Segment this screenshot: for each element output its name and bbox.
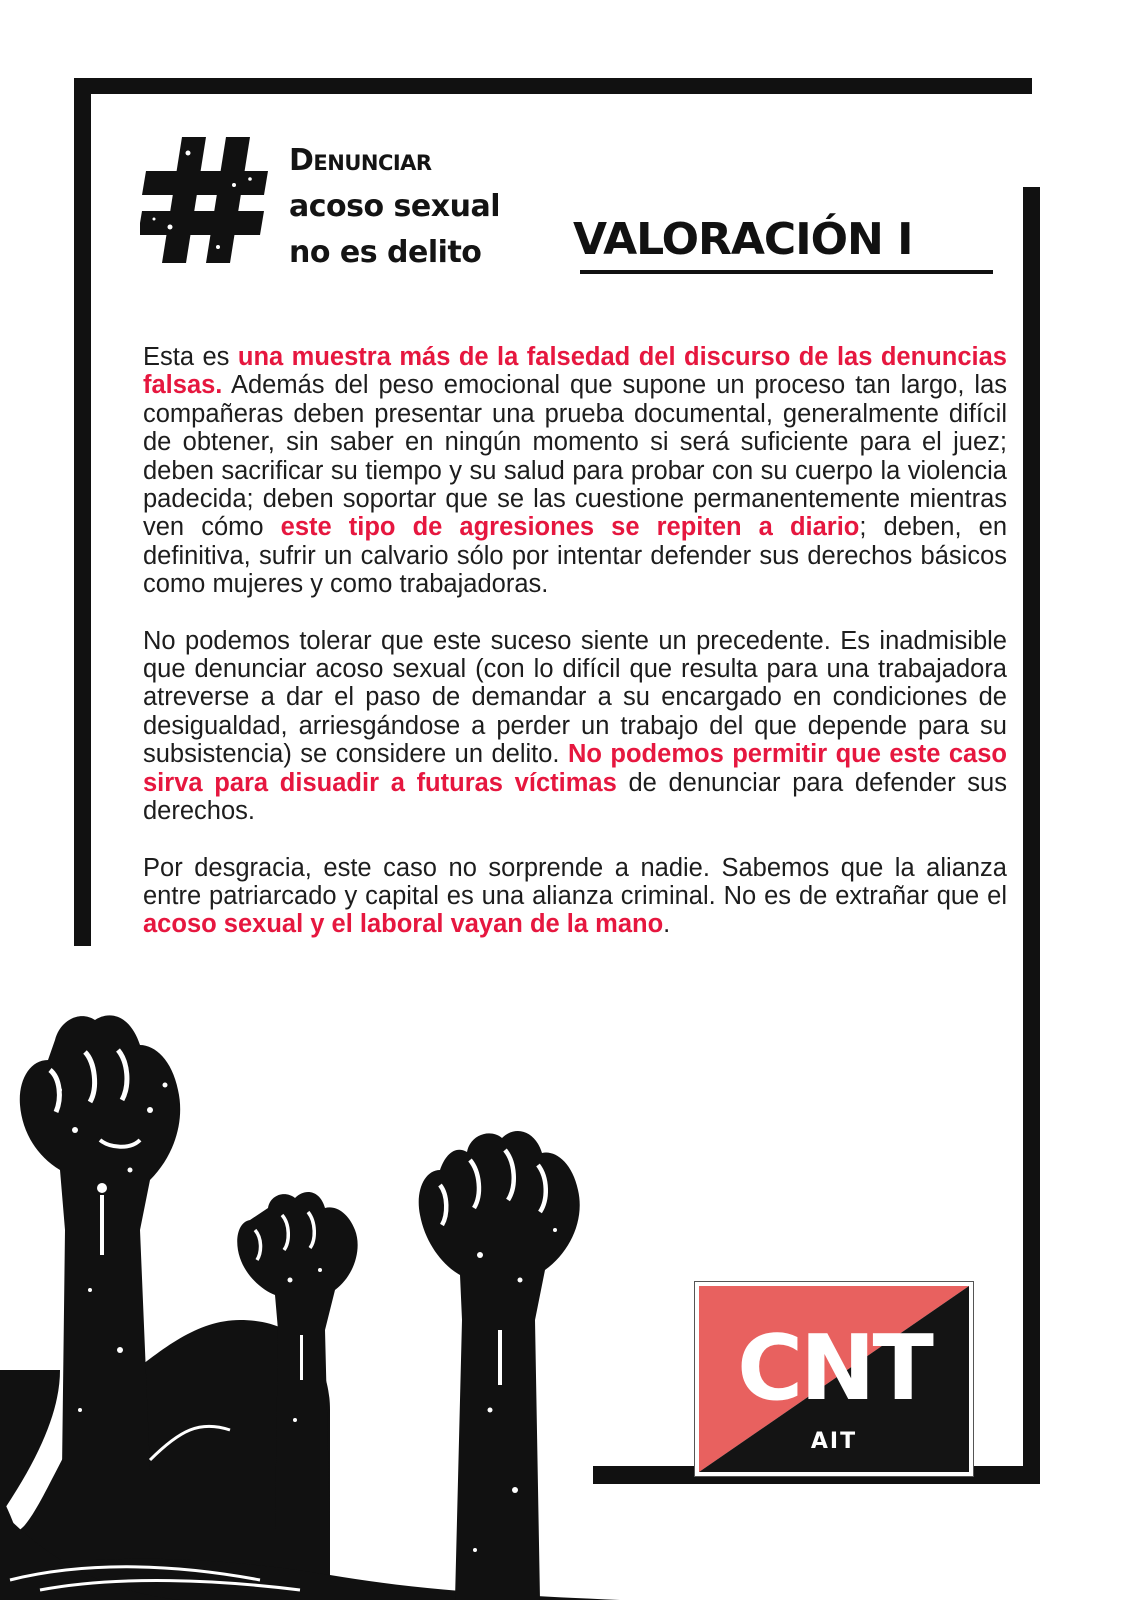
frame-right-bar <box>1023 187 1040 1484</box>
p3-highlight-1: acoso sexual y el laboral vayan de la mano <box>143 910 664 939</box>
paragraph-1 <box>143 343 1007 599</box>
frame-top-bar <box>74 78 1032 94</box>
p3-text-2: . <box>663 910 671 939</box>
p1-text-1: Esta es <box>143 343 238 371</box>
p3-text-1: Por desgracia, este caso no sorprende a nadie. Sabemos que la alianza entre patriarcado y capital es una alianza criminal. No es de extrañar que el <box>143 853 1007 910</box>
paragraph-2 <box>143 627 1007 826</box>
cnt-ait-logo <box>694 1281 974 1477</box>
page-title: VALORACIÓN I <box>573 214 913 265</box>
p2-text-1: No podemos tolerar que este suceso siente un precedente. Es inadmisible que denunciar acoso sexual (con lo difícil que resulta para una trabajadora atreverse a dar el paso de demandar a su encargado en condiciones de desigualdad, arriesgándose a perder un trabajo del que depende para su subsistencia) se considere un delito. <box>143 626 1007 769</box>
hashtag-icon <box>140 135 270 265</box>
slogan-line-3: no es delito <box>289 235 482 270</box>
paragraph-3 <box>143 854 1007 939</box>
p2-highlight-1: No podemos permitir que este caso sirva para disuadir a futuras víctimas <box>143 740 1007 797</box>
slogan-line-2: acoso sexual <box>289 189 500 224</box>
body-text <box>143 343 1007 967</box>
raised-fists-illustration <box>0 990 620 1600</box>
title-underline <box>580 270 993 274</box>
p1-text-3: ; deben, en definitiva, sufrir un calvario sólo por intentar defender sus derechos básicos como mujeres y como trabajadoras. <box>143 513 1007 599</box>
campaign-slogan <box>289 138 500 276</box>
slogan-line-1: Denunciar <box>289 143 432 178</box>
p1-text-2: Además del peso emocional que supone un proceso tan largo, las compañeras deben presentar una prueba documental, generalmente difícil de obtener, sin saber en ningún momento si será suficiente para el juez; deben sacrificar su tiempo y su salud para probar con su cuerpo la violencia padecida; deben soportar que se las cuestione permanentemente mientras ven cómo <box>143 371 1007 542</box>
frame-left-bar <box>74 78 91 946</box>
logo-ait-text: AIT <box>810 1429 858 1454</box>
p1-highlight-1: una muestra más de la falsedad del discurso de las denuncias falsas. <box>143 343 1007 400</box>
p2-text-2: de denunciar para defender sus derechos. <box>143 768 1007 826</box>
logo-cnt-text: CNT <box>737 1316 931 1421</box>
p1-highlight-2: este tipo de agresiones se repiten a diario <box>280 513 860 542</box>
